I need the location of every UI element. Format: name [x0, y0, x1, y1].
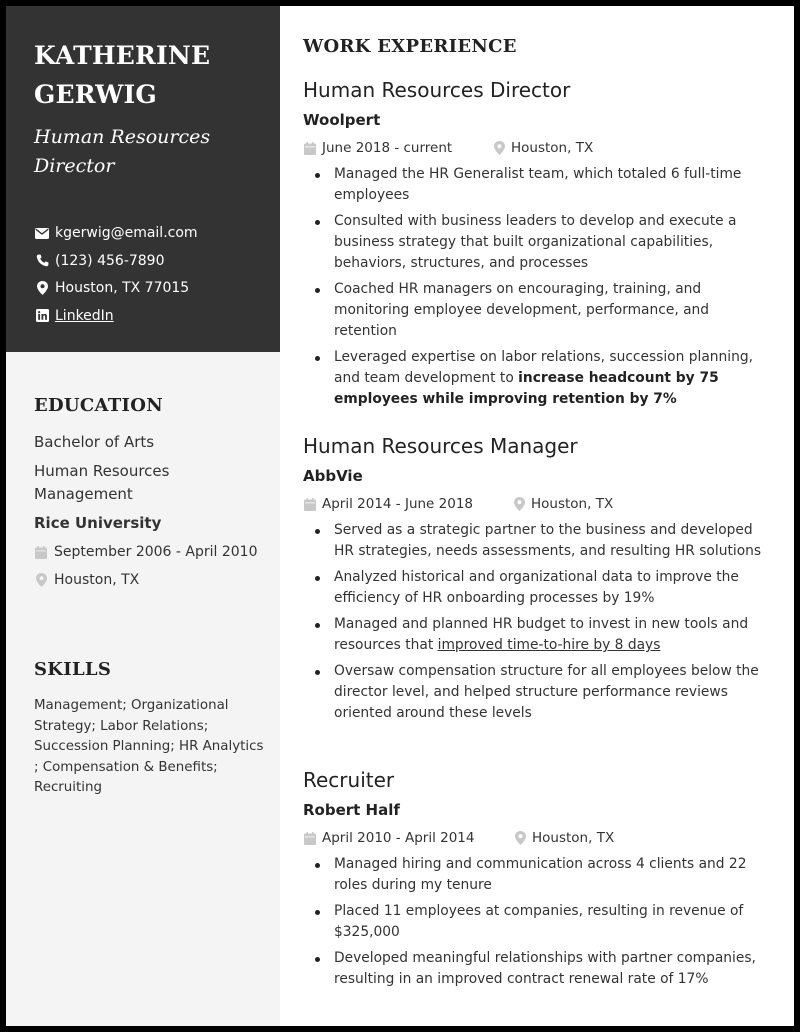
email-text: kgerwig@email.com	[55, 225, 198, 241]
contact-linkedin[interactable]	[35, 306, 198, 326]
company-name: Robert Half	[303, 801, 400, 819]
major-line-1: Human Resources	[34, 462, 170, 480]
school-name: Rice University	[34, 514, 162, 532]
skills-line: Strategy; Labor Relations;	[34, 718, 209, 734]
name-line-2: GERWIG	[34, 80, 157, 109]
skills-line: Recruiting	[34, 780, 102, 795]
job-dates: June 2018 - current	[322, 140, 453, 156]
job-bullets	[303, 854, 773, 990]
degree: Bachelor of Arts	[34, 433, 155, 451]
job-entry	[303, 76, 773, 415]
job-entry	[303, 432, 773, 729]
candidate-title	[34, 123, 264, 181]
calendar-icon	[34, 545, 48, 559]
company-name: AbbVie	[303, 467, 363, 485]
list-item: Oversaw compensation structure for all employees below the director level, and helped structure performance reviews oriented around these levels	[303, 661, 773, 724]
education-heading: EDUCATION	[34, 395, 163, 416]
name-line-1: KATHERINE	[34, 41, 211, 70]
list-item: Analyzed historical and organizational data to improve the efficiency of HR onboarding processes by 19%	[303, 567, 773, 609]
job-entry	[303, 766, 773, 995]
linkedin-icon	[35, 309, 49, 323]
map-pin-icon	[35, 281, 49, 295]
job-location	[512, 496, 613, 512]
skills-line: ; Compensation & Benefits;	[34, 759, 218, 775]
contact-phone[interactable]	[35, 251, 198, 271]
job-location	[492, 140, 593, 156]
list-item: Managed hiring and communication across 4 clients and 22 roles during my tenure	[303, 854, 773, 896]
list-item: Managed and planned HR budget to invest in new tools and resources that improved time-to-hire by 8 days	[303, 614, 773, 656]
education-dates-text: September 2006 - April 2010	[54, 544, 258, 560]
contact-list	[35, 223, 198, 333]
map-pin-icon	[512, 497, 526, 511]
job-location	[513, 830, 614, 846]
sidebar	[6, 6, 280, 1026]
title-line-1: Human Resources	[34, 126, 211, 148]
job-meta	[303, 138, 773, 158]
location-text: Houston, TX 77015	[55, 280, 190, 297]
job-dates: April 2014 - June 2018	[322, 496, 474, 512]
map-pin-icon	[513, 831, 527, 845]
job-meta	[303, 494, 773, 514]
skills-list	[34, 696, 266, 799]
linkedin-link[interactable]: LinkedIn	[55, 307, 114, 324]
job-location-text: Houston, TX	[532, 830, 615, 846]
skills-heading: SKILLS	[34, 659, 112, 680]
major-line-2: Management	[34, 485, 133, 503]
list-item: Coached HR managers on encouraging, training, and monitoring employee development, performance, and retention	[303, 279, 773, 342]
work-experience-heading: WORK EXPERIENCE	[303, 36, 517, 57]
list-item: Managed the HR Generalist team, which totaled 6 full-time employees	[303, 164, 773, 206]
title-line-2: Director	[34, 155, 115, 177]
job-title: Human Resources Director	[303, 78, 571, 102]
contact-email[interactable]	[35, 223, 198, 243]
job-bullets	[303, 164, 773, 410]
candidate-name	[34, 36, 264, 114]
list-item: Leveraged expertise on labor relations, succession planning, and team development to increase headcount by 75 employees while improving retention by 7%	[303, 347, 773, 410]
job-location-text: Houston, TX	[511, 140, 594, 156]
calendar-icon	[303, 141, 317, 155]
job-meta	[303, 828, 773, 848]
envelope-icon	[35, 226, 49, 240]
job-title: Recruiter	[303, 768, 395, 792]
highlight-link-text: improved time-to-hire by 8 days	[437, 637, 661, 653]
job-location-text: Houston, TX	[531, 496, 614, 512]
company-name: Woolpert	[303, 111, 381, 129]
calendar-icon	[303, 831, 317, 845]
map-pin-icon	[492, 141, 506, 155]
job-bullets	[303, 520, 773, 724]
skills-line: Management; Organizational	[34, 698, 229, 713]
job-title: Human Resources Manager	[303, 434, 578, 458]
list-item: Consulted with business leaders to develop and execute a business strategy that built organizational capabilities, behaviors, structures, and processes	[303, 211, 773, 274]
map-pin-icon	[34, 573, 48, 587]
education-location	[34, 569, 269, 591]
education-location-text: Houston, TX	[54, 572, 140, 588]
education-section	[34, 431, 269, 591]
sidebar-header	[6, 6, 280, 352]
resume-page	[6, 6, 794, 1026]
education-dates	[34, 541, 269, 563]
skills-line: Succession Planning; HR Analytics	[34, 739, 264, 754]
calendar-icon	[303, 497, 317, 511]
highlight-text: increase headcount by 75 employees while improving retention by 7%	[334, 370, 719, 407]
list-item: Served as a strategic partner to the business and developed HR strategies, needs assessments, and resulting HR solutions	[303, 520, 773, 562]
list-item: Developed meaningful relationships with partner companies, resulting in an improved contract renewal rate of 17%	[303, 948, 773, 990]
list-item: Placed 11 employees at companies, resulting in revenue of $325,000	[303, 901, 773, 943]
phone-text: (123) 456-7890	[55, 252, 165, 269]
contact-location	[35, 278, 198, 298]
job-dates: April 2010 - April 2014	[322, 830, 475, 846]
phone-icon	[35, 254, 49, 268]
